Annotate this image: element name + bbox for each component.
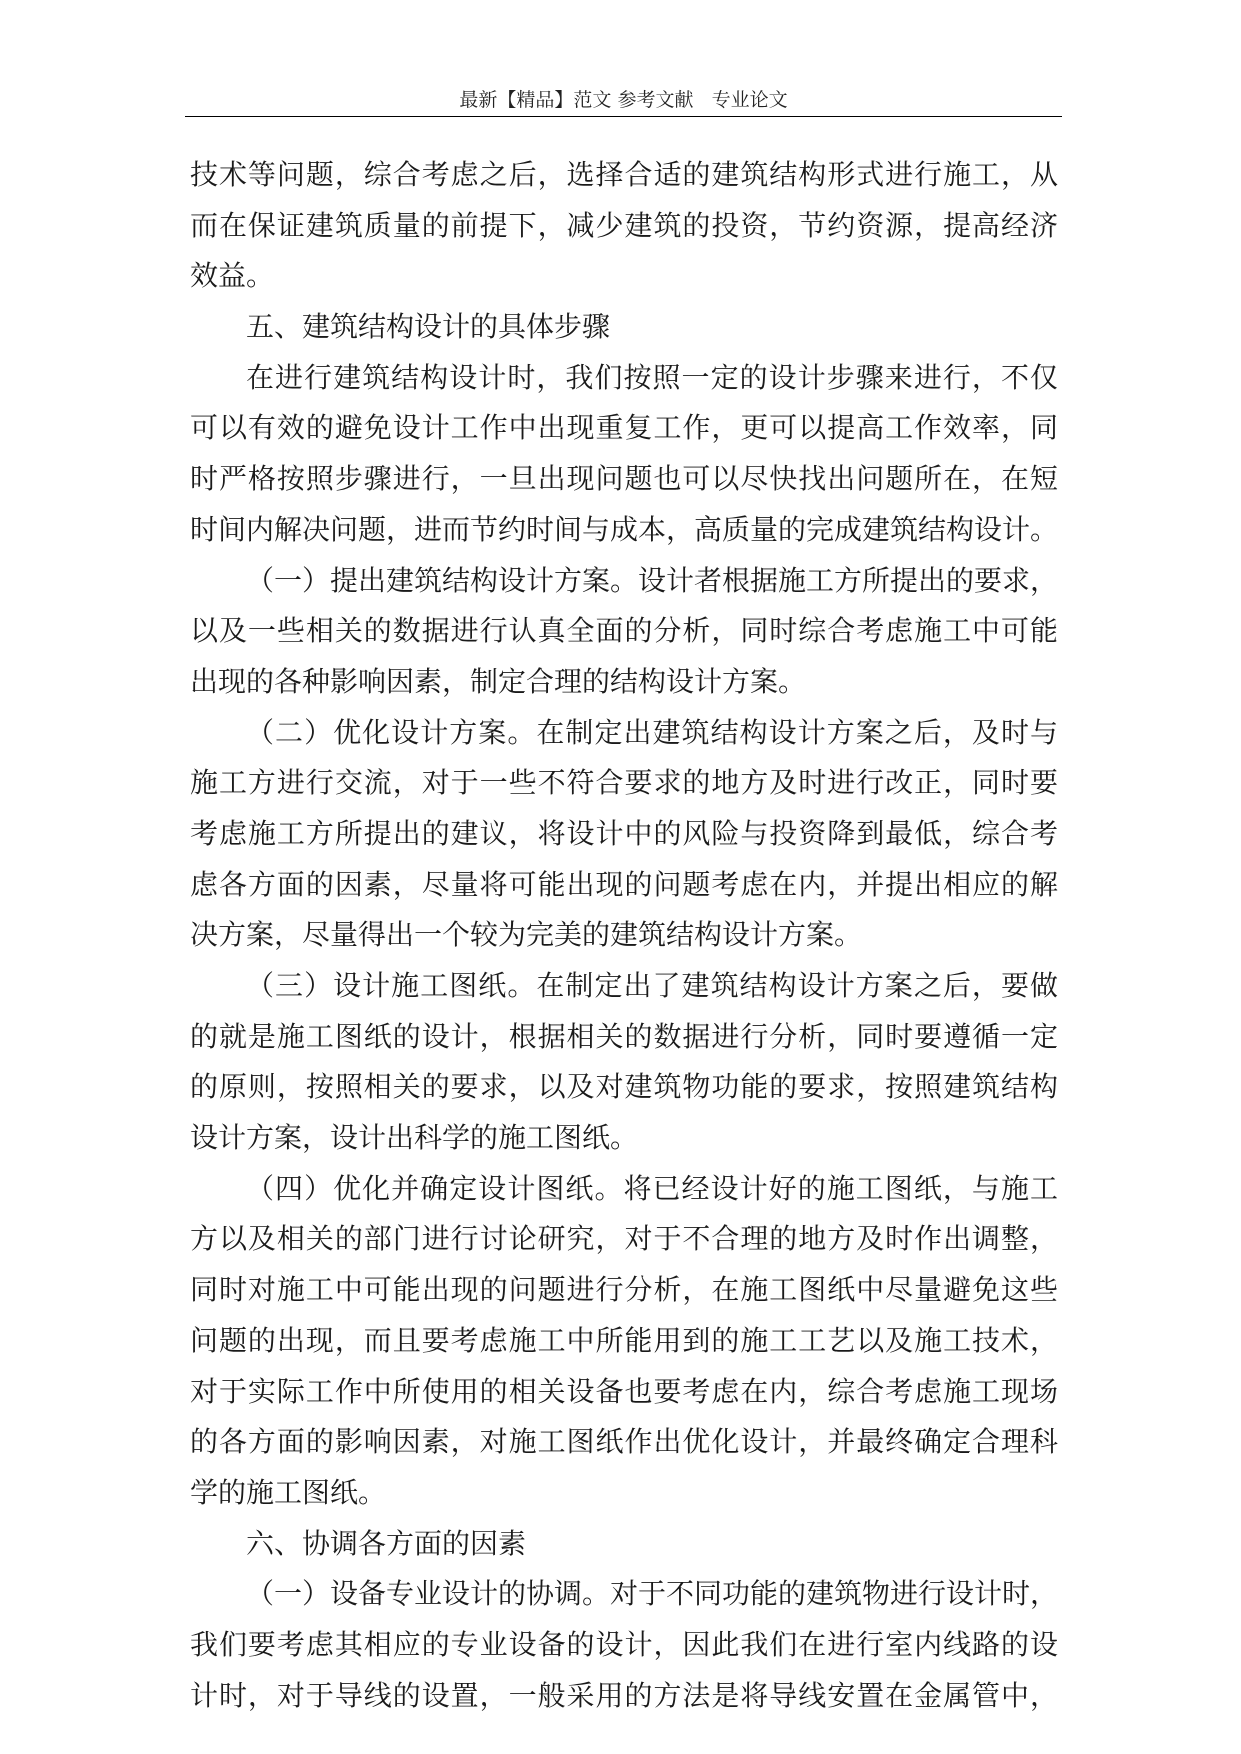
- text-line: 同时对施工中可能出现的问题进行分析，在施工图纸中尽量避免这些: [190, 1273, 1058, 1307]
- header-divider: [185, 116, 1062, 117]
- text-line: 在进行建筑结构设计时，我们按照一定的设计步骤来进行，不仅: [246, 360, 1058, 394]
- text-line: 方以及相关的部门进行讨论研究，对于不合理的地方及时作出调整，: [190, 1222, 1058, 1256]
- text-line: （四）优化并确定设计图纸。将已经设计好的施工图纸，与施工: [246, 1171, 1058, 1205]
- text-line: 可以有效的避免设计工作中出现重复工作，更可以提高工作效率，同: [190, 411, 1058, 445]
- text-line: 的各方面的影响因素，对施工图纸作出优化设计，并最终确定合理科: [190, 1425, 1058, 1459]
- page-header: 最新【精品】范文 参考文献 专业论文: [459, 89, 788, 111]
- text-line: 的就是施工图纸的设计，根据相关的数据进行分析，同时要遵循一定: [190, 1019, 1058, 1053]
- text-line: 时严格按照步骤进行，一旦出现问题也可以尽快找出问题所在，在短: [190, 462, 1058, 496]
- text-line: 对于实际工作中所使用的相关设备也要考虑在内，综合考虑施工现场: [190, 1374, 1058, 1408]
- body-text: [190, 150, 1058, 1721]
- text-line: 而在保证建筑质量的前提下，减少建筑的投资，节约资源，提高经济: [190, 208, 1058, 242]
- text-line: （二）优化设计方案。在制定出建筑结构设计方案之后，及时与: [246, 715, 1058, 749]
- text-line: 考虑施工方所提出的建议，将设计中的风险与投资降到最低，综合考: [190, 816, 1058, 850]
- section-heading: 五、建筑结构设计的具体步骤: [246, 310, 611, 344]
- text-line: 决方案，尽量得出一个较为完美的建筑结构设计方案。: [190, 918, 863, 952]
- text-line: 我们要考虑其相应的专业设备的设计，因此我们在进行室内线路的设: [190, 1627, 1058, 1661]
- text-line: 效益。: [190, 259, 275, 293]
- text-line: 学的施工图纸。: [190, 1475, 387, 1509]
- text-line: 问题的出现，而且要考虑施工中所能用到的施工工艺以及施工技术，: [190, 1323, 1058, 1357]
- text-line: （一）设备专业设计的协调。对于不同功能的建筑物进行设计时，: [246, 1577, 1059, 1611]
- text-line: 设计方案，设计出科学的施工图纸。: [190, 1121, 639, 1155]
- text-line: 时间内解决问题，进而节约时间与成本，高质量的完成建筑结构设计。: [190, 512, 1059, 546]
- text-line: 出现的各种影响因素，制定合理的结构设计方案。: [190, 664, 807, 698]
- text-line: 技术等问题，综合考虑之后，选择合适的建筑结构形式进行施工，从: [190, 158, 1058, 191]
- text-line: 施工方进行交流，对于一些不符合要求的地方及时进行改正，同时要: [190, 766, 1058, 800]
- section-heading: 六、协调各方面的因素: [246, 1526, 527, 1560]
- text-line: 以及一些相关的数据进行认真全面的分析，同时综合考虑施工中可能: [190, 614, 1058, 648]
- text-line: （三）设计施工图纸。在制定出了建筑结构设计方案之后，要做: [246, 969, 1058, 1002]
- text-line: （一）提出建筑结构设计方案。设计者根据施工方所提出的要求，: [246, 563, 1059, 597]
- text-line: 的原则，按照相关的要求，以及对建筑物功能的要求，按照建筑结构: [190, 1070, 1058, 1104]
- text-line: 虑各方面的因素，尽量将可能出现的问题考虑在内，并提出相应的解: [190, 867, 1058, 901]
- text-line: 计时，对于导线的设置，一般采用的方法是将导线安置在金属管中，: [190, 1678, 1058, 1712]
